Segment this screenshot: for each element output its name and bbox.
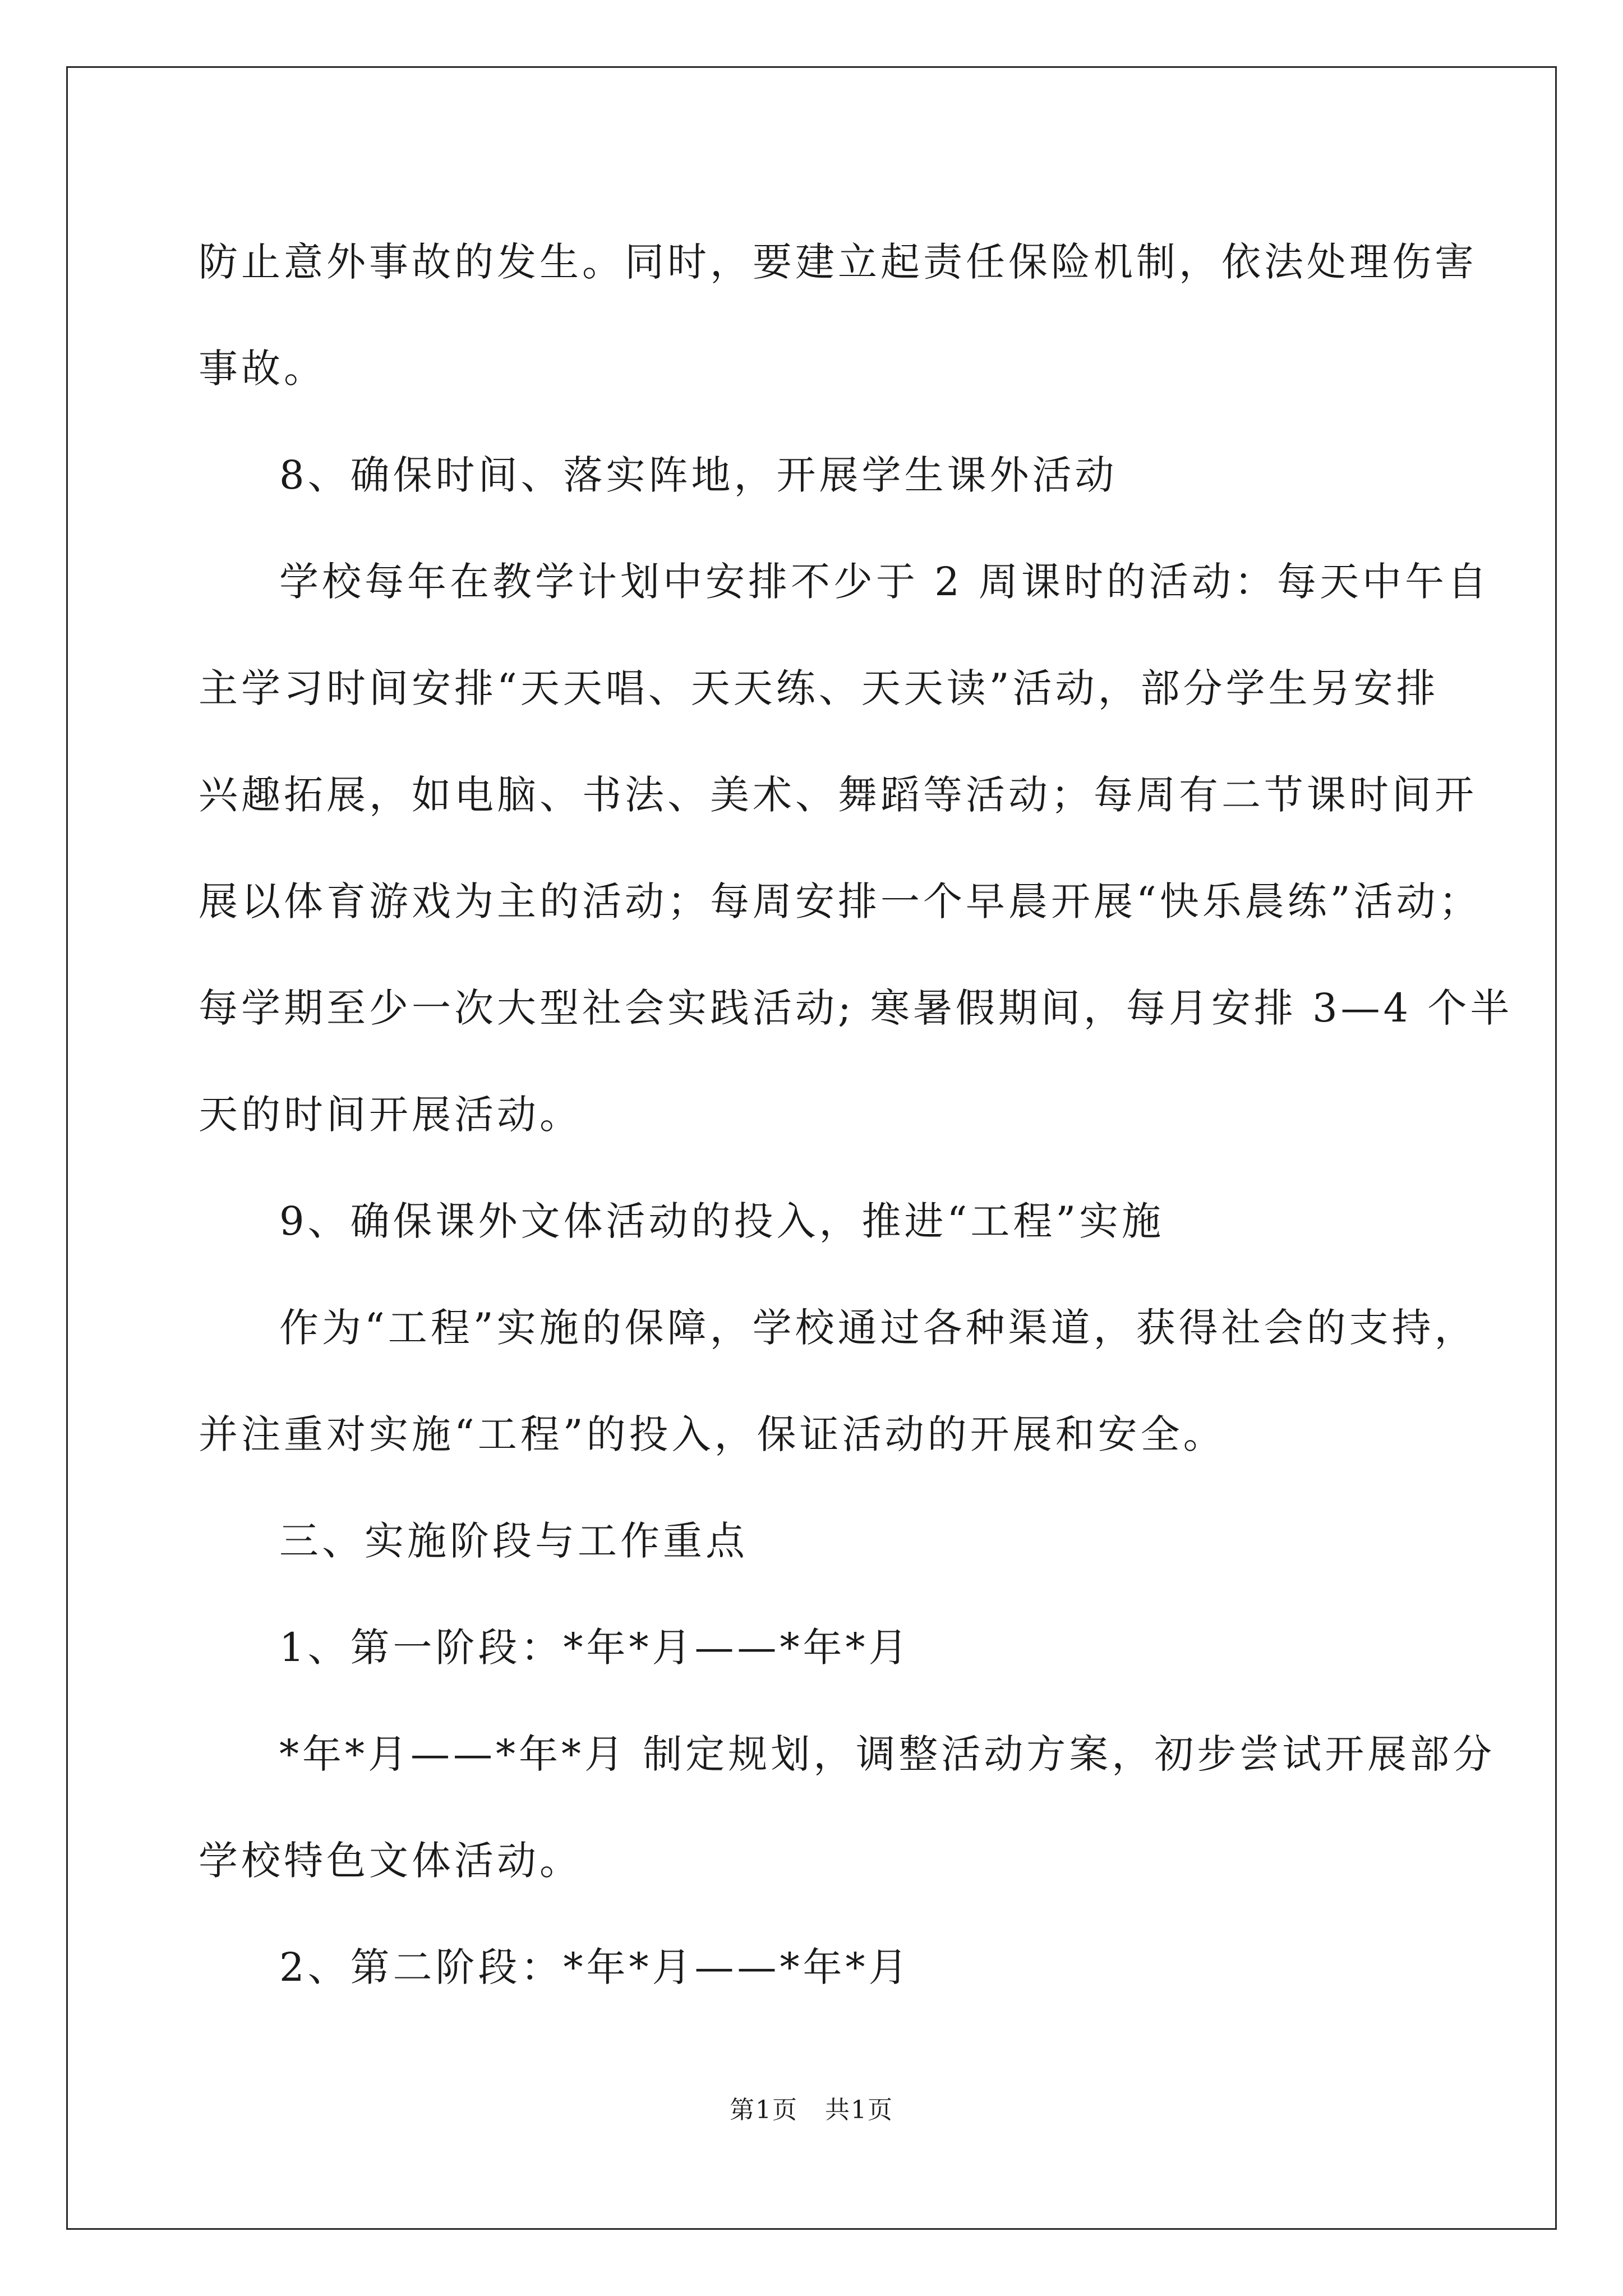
section-heading-9: 9、确保课外文体活动的投入，推进“工程”实施: [279, 1198, 1165, 1244]
document-body: [199, 209, 1513, 2021]
text-line-9: 天的时间开展活动。: [199, 1092, 582, 1138]
text-line-15: *年*月——*年*月 制定规划，调整活动方案，初步尝试开展部分: [279, 1731, 1496, 1777]
text-line-16: 学校特色文体活动。: [199, 1838, 582, 1884]
stage-heading-2: 2、第二阶段：*年*月——*年*月: [279, 1944, 911, 1990]
text-line-5: 主学习时间安排“天天唱、天天练、天天读”活动，部分学生另安排: [199, 665, 1439, 711]
text-line-7: 展以体育游戏为主的活动；每周安排一个早晨开展“快乐晨练”活动；: [199, 878, 1482, 924]
text-line-11: 作为“工程”实施的保障，学校通过各种渠道，获得社会的支持，: [279, 1305, 1477, 1351]
text-line-6: 兴趣拓展，如电脑、书法、美术、舞蹈等活动；每周有二节课时间开: [199, 772, 1477, 818]
text-line-1: 防止意外事故的发生。同时，要建立起责任保险机制，依法处理伤害: [199, 239, 1477, 285]
section-heading-3: 三、实施阶段与工作重点: [279, 1518, 748, 1564]
section-heading-8: 8、确保时间、落实阵地，开展学生课外活动: [279, 452, 1118, 498]
text-line-12: 并注重对实施“工程”的投入，保证活动的开展和安全。: [199, 1411, 1226, 1457]
text-line-4: 学校每年在教学计划中安排不少于 2 周课时的活动：每天中午自: [279, 559, 1491, 605]
stage-heading-1: 1、第一阶段：*年*月——*年*月: [279, 1625, 911, 1671]
page-footer: 第1页 共1页: [730, 2096, 893, 2124]
text-line-8: 每学期至少一次大型社会实践活动; 寒暑假期间，每月安排 3—4 个半: [199, 985, 1513, 1031]
text-line-2: 事故。: [199, 346, 326, 392]
